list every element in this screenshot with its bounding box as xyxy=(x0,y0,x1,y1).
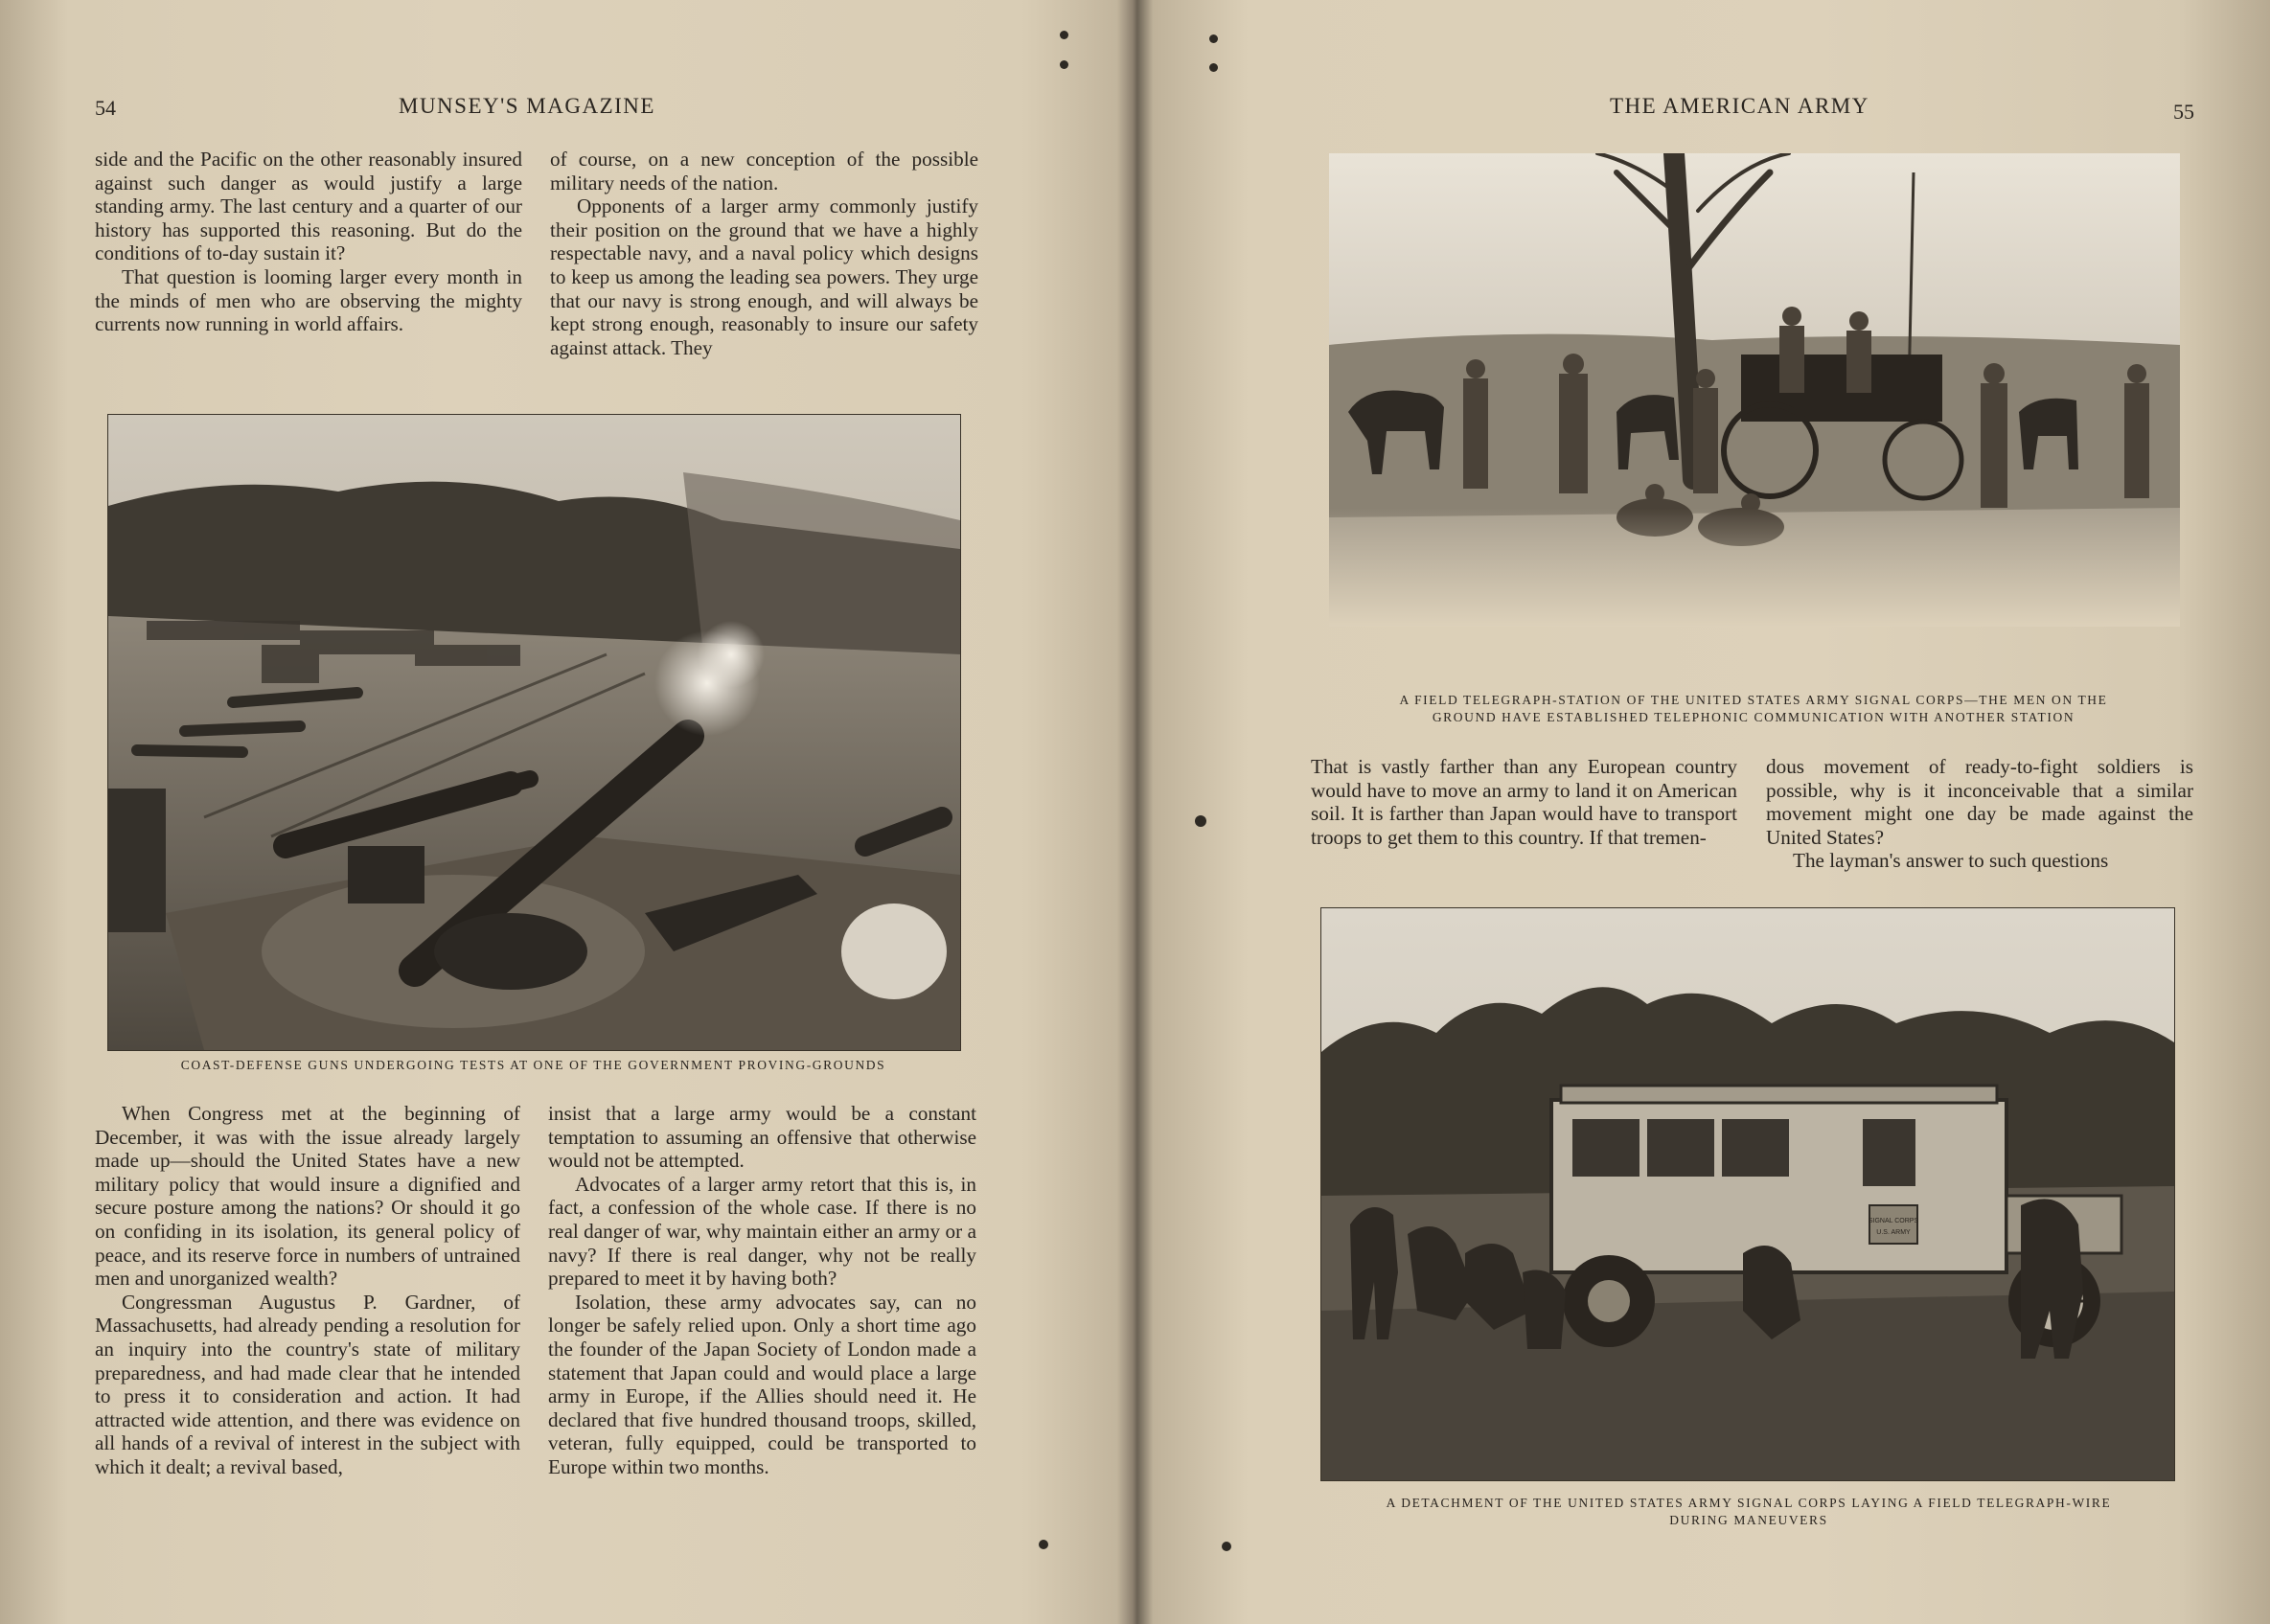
page-number: 55 xyxy=(2173,100,2194,124)
caption-line: GROUND HAVE ESTABLISHED TELEPHONIC COMMUNICATION WITH ANOTHER STATION xyxy=(1432,710,2075,724)
text-column xyxy=(1766,755,2193,873)
running-head: THE AMERICAN ARMY xyxy=(1610,94,1869,118)
paragraph: Congressman Augustus P. Gardner, of Massachusetts, had already pending a resolution for an inquiry into the country's state of military preparedness, and had made clear that he intended to press it to consideration and action. It had attracted wide attention, and there was evidence on all hands of a revival of interest in the subject with which it dealt; a revival based, xyxy=(95,1290,520,1478)
photo-illustration xyxy=(1321,908,2174,1480)
paragraph: insist that a large army would be a constant temptation to assuming an offensive that otherwise would not be attempted. xyxy=(548,1102,976,1173)
photo-caption xyxy=(1294,1495,2204,1529)
paragraph: dous movement of ready-to-fight soldiers is possible, why is it inconceivable that a similar movement might one day be made against the United States? xyxy=(1766,755,2193,849)
field-telegraph-station-photo xyxy=(1329,153,2180,627)
caption-line: A FIELD TELEGRAPH-STATION OF THE UNITED STATES ARMY SIGNAL CORPS—THE MEN ON THE xyxy=(1399,693,2108,707)
left-page xyxy=(0,0,1134,1624)
text-column xyxy=(1311,755,1737,849)
paragraph: That question is looming larger every month in the minds of men who are observing the mighty currents now running in world affairs. xyxy=(95,264,522,336)
text-column xyxy=(95,148,522,336)
signal-corps-detachment-photo xyxy=(1320,907,2175,1481)
paragraph: That is vastly farther than any European country would have to move an army to land it on American soil. It is farther than Japan would have to transport troops to get them to this country. If that tremen- xyxy=(1311,755,1737,849)
paragraph: Advocates of a larger army retort that this is, in fact, a confession of the whole case. If there is no real danger of war, why maintain either an army or a navy? If there is real danger, why not be really prepared to meet it by having both? xyxy=(548,1172,976,1291)
coast-defense-guns-photo xyxy=(107,414,961,1051)
photo-caption xyxy=(1298,692,2209,726)
photo-illustration xyxy=(108,415,960,1050)
paragraph: side and the Pacific on the other reasonably insured against such danger as would justify a large standing army. The last century and a quarter of our history has supported this reasoning. But do the conditions of to-day sustain it? xyxy=(95,148,522,265)
text-column xyxy=(550,148,978,359)
paragraph: When Congress met at the beginning of December, it was with the issue already largely made up—should the United States have a new military policy that would insure a dignified and secure posture among the nations? Or should it go on confiding in its isolation, its general policy of peace, and its reserve force in numbers of untrained men and unorganized wealth? xyxy=(95,1102,520,1291)
photo-illustration xyxy=(1329,153,2180,627)
running-head: MUNSEY'S MAGAZINE xyxy=(399,94,655,118)
text-column xyxy=(95,1102,520,1479)
photo-caption: COAST-DEFENSE GUNS UNDERGOING TESTS AT ONE OF THE GOVERNMENT PROVING-GROUNDS xyxy=(180,1058,886,1072)
page-number: 54 xyxy=(95,96,116,120)
truck-door-text: U.S. ARMY xyxy=(1876,1229,1911,1236)
caption-line: DURING MANEUVERS xyxy=(1669,1513,1828,1527)
paragraph: Isolation, these army advocates say, can no longer be safely relied upon. Only a short time ago the founder of the Japan Society of London made a statement that Japan could and would place a large army in Europe, if the Allies should need it. He declared that five hundred thousand troops, skilled, veteran, fully equipped, could be transported to Europe within two months. xyxy=(548,1290,976,1478)
caption-line: A DETACHMENT OF THE UNITED STATES ARMY SIGNAL CORPS LAYING A FIELD TELEGRAPH-WIRE xyxy=(1386,1496,2112,1510)
paragraph: The layman's answer to such questions xyxy=(1793,849,2109,873)
truck-door-text: SIGNAL CORPS xyxy=(1868,1218,1919,1224)
paragraph: Opponents of a larger army commonly justify their position on the ground that we have a highly respectable navy, and a naval policy which designs to keep us among the leading sea powers. They urge that our navy is strong enough, and will always be kept strong enough, reasonably to insure our safety against attack. They xyxy=(550,194,978,359)
text-column xyxy=(548,1102,976,1479)
paragraph: of course, on a new conception of the possible military needs of the nation. xyxy=(550,148,978,194)
right-page xyxy=(1140,0,2270,1624)
